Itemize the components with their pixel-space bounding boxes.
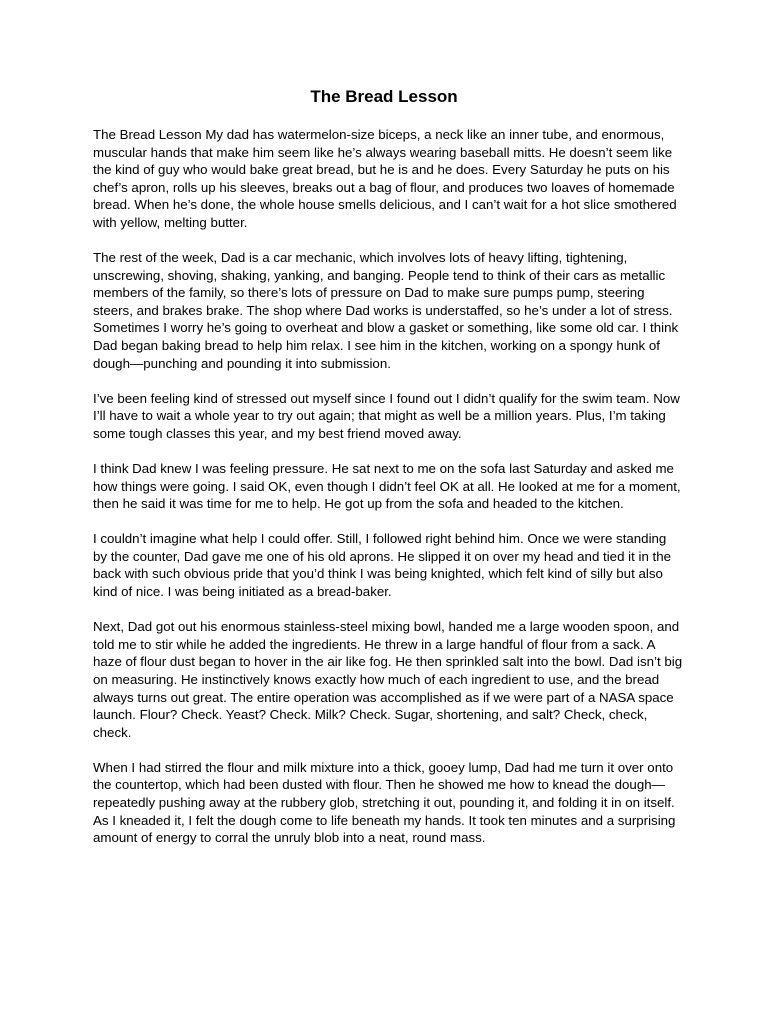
paragraph-6: Next, Dad got out his enormous stainless-steel mixing bowl, handed me a large wooden spoon, and told me to stir while he added the ingredients. He threw in a large handful of flour from a sack. A haze of flour dust began to hover in the air like fog. He then sprinkled salt into the bowl. Dad isn’t big on measuring. He instinctively knows exactly how much of each ingredient to use, and the bread always turns out great. The entire operation was accomplished as if we were part of a NASA space launch. Flour? Check. Yeast? Check. Milk? Check. Sugar, shortening, and salt? Check, check, check. bbox=[93, 619, 683, 740]
document-body bbox=[93, 126, 683, 864]
paragraph-2: The rest of the week, Dad is a car mechanic, which involves lots of heavy lifting, tightening, unscrewing, shoving, shaking, yanking, and banging. People tend to think of their cars as metallic members of the family, so there’s lots of pressure on Dad to make sure pumps pump, steering steers, and brakes brake. The shop where Dad works is understaffed, so he’s under a lot of stress. Sometimes I worry he’s going to overheat and blow a gasket or something, like some old car. I think Dad began baking bread to help him relax. I see him in the kitchen, working on a spongy hunk of dough—punching and pounding it into submission. bbox=[93, 250, 679, 371]
document-title: The Bread Lesson bbox=[310, 87, 458, 106]
paragraph-1: The Bread Lesson My dad has watermelon-size biceps, a neck like an inner tube, and enormous, muscular hands that make him seem like he’s always wearing baseball mitts. He doesn’t seem like the kind of guy who would bake great bread, but he is and he does. Every Saturday he puts on his chef’s apron, rolls up his sleeves, breaks out a bag of flour, and produces two loaves of homemade bread. When he’s done, the whole house smells delicious, and I can’t wait for a hot slice smothered with yellow, melting butter. bbox=[93, 127, 677, 230]
paragraph-3: I’ve been feeling kind of stressed out myself since I found out I didn’t qualify for the swim team. Now I’ll have to wait a whole year to try out again; that might as well be a million years. Plus, I’m taking some tough classes this year, and my best friend moved away. bbox=[93, 390, 680, 441]
paragraph-7: When I had stirred the flour and milk mixture into a thick, gooey lump, Dad had me turn it over onto the countertop, which had been dusted with flour. Then he showed me how to knead the dough—repeatedly pushing away at the rubbery glob, stretching it out, pounding it, and folding it in on itself. As I kneaded it, I felt the dough come to life beneath my hands. It took ten minutes and a surprising amount of energy to corral the unruly blob into a neat, round mass. bbox=[93, 759, 676, 846]
paragraph-4: I think Dad knew I was feeling pressure. He sat next to me on the sofa last Saturday and asked me how things were going. I said OK, even though I didn’t feel OK at all. He looked at me for a moment, then he said it was time for me to help. He got up from the sofa and headed to the kitchen. bbox=[93, 461, 681, 512]
paragraph-5: I couldn’t imagine what help I could offer. Still, I followed right behind him. Once we were standing by the counter, Dad gave me one of his old aprons. He slipped it on over my head and tied it in the back with such obvious pride that you’d think I was being knighted, which felt kind of silly but also kind of nice. I was being initiated as a bread-baker. bbox=[93, 531, 672, 600]
